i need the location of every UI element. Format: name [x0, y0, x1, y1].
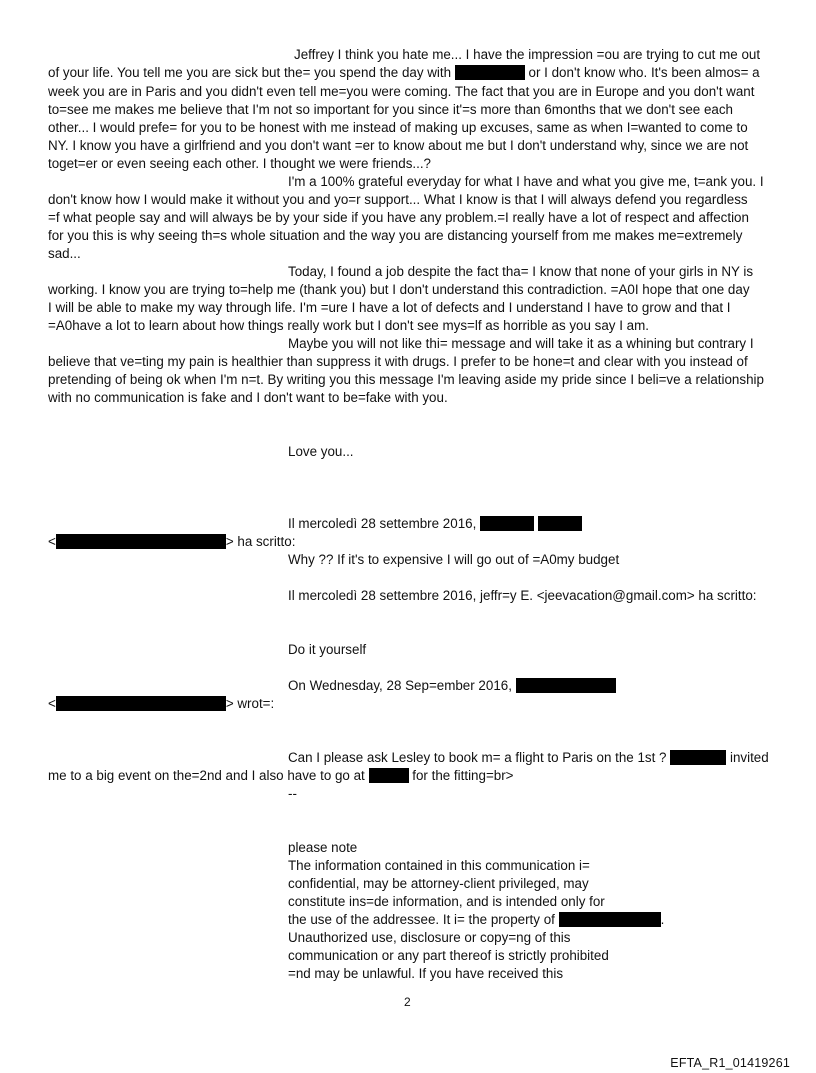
redaction-box — [56, 534, 226, 549]
notice-line: The information contained in this communication i= — [288, 858, 590, 873]
notice-line: =nd may be unlawful. If you have received this — [288, 966, 564, 981]
quote-header: < > wrot=: — [48, 696, 275, 711]
letter-line: =A0have a lot to learn about how things really work but I don't see mys=lf as horrible as you say I am. — [48, 318, 649, 333]
quote-header: Il mercoledì 28 settembre 2016, jeffr=y E. <jeevacation@gmail.com> ha scritto: — [288, 588, 757, 603]
letter-line: working. I know you are trying to=help me (thank you) but I don't understand this contradiction. =A0I hope that one day — [48, 282, 750, 297]
quote-header: Il mercoledì 28 settembre 2016, — [288, 515, 582, 533]
notice-line: Unauthorized use, disclosure or copy=ng of this — [288, 930, 571, 945]
request-line: me to a big event on the=2nd and I also have to go at for the fitting=br> — [48, 768, 514, 783]
letter-line: week you are in Paris and you didn't even tell me=you were coming. The fact that you are in Europe and you don't want — [48, 84, 755, 99]
letter-line: pretending of being ok when I'm n=t. By writing you this message I'm leaving aside my pride since I beli=ve a relationship — [48, 372, 764, 387]
reply-line: Why ?? If it's to expensive I will go out of =A0my budget — [288, 552, 620, 567]
signature-separator: -- — [288, 786, 297, 801]
letter-line: toget=er or even seeing each other. I thought we were friends...? — [48, 156, 431, 171]
redaction-box — [559, 912, 661, 927]
notice-line: confidential, may be attorney-client privileged, may — [288, 876, 589, 891]
letter-line: I will be able to make my way through life. I'm =ure I have a lot of defects and I understand I have to grow and that I — [48, 300, 731, 315]
letter-line: sad... — [48, 246, 81, 261]
letter-line: with no communication is fake and I don't want to be=fake with you. — [48, 390, 448, 405]
redaction-box — [369, 768, 409, 783]
letter-line: of your life. You tell me you are sick but the= you spend the day with or I don't know who. It's been almos= a — [48, 65, 760, 80]
redaction-box — [480, 516, 534, 531]
notice-heading: please note — [288, 840, 358, 855]
closing-line: Love you... — [288, 444, 354, 459]
letter-line: to=see me makes me believe that I'm not so important for you since it'=s more than 6months that we don't see each — [48, 102, 733, 117]
letter-line: Today, I found a job despite the fact tha= I know that none of your girls in NY is — [288, 264, 754, 279]
letter-line: other... I would prefe= for you to be honest with me instead of making up excuses, same as when I=wanted to come to — [48, 120, 748, 135]
redaction-box — [516, 678, 616, 693]
letter-line: Maybe you will not like thi= message and will take it as a whining but contrary I — [288, 336, 754, 351]
letter-line: NY. I know you have a girlfriend and you don't want =er to know about me but I don't understand why, since we are not — [48, 138, 749, 153]
notice-line: communication or any part thereof is strictly prohibited — [288, 948, 609, 963]
letter-line: =f what people say and will always be by your side if you have any problem.=I really have a lot of respect and affection — [48, 210, 749, 225]
reply-line: Do it yourself — [288, 642, 367, 657]
letter-line: don't know how I would make it without you and yo=r support... What I know is that I will always defend you regardless — [48, 192, 748, 207]
notice-line: the use of the addressee. It i= the property of . — [288, 912, 665, 927]
letter-line: for you this is why seeing th=s whole situation and the way you are distancing yourself from me makes me=extremely — [48, 228, 743, 243]
request-line: Can I please ask Lesley to book m= a flight to Paris on the 1st ? invited — [288, 750, 769, 765]
letter-line: believe that ve=ting my pain is healthier than suppress it with drugs. I prefer to be hone=t and clear with you instead of — [48, 354, 748, 369]
quote-header: < > ha scritto: — [48, 534, 296, 549]
document-id-footer: EFTA_R1_01419261 — [670, 1056, 790, 1070]
letter-line: I'm a 100% grateful everyday for what I have and what you give me, t=ank you. I — [288, 174, 764, 189]
page-number: 2 — [404, 995, 411, 1009]
notice-line: constitute ins=de information, and is intended only for — [288, 894, 605, 909]
redaction-box — [670, 750, 726, 765]
quote-header: On Wednesday, 28 Sep=ember 2016, — [288, 677, 616, 695]
letter-line: Jeffrey I think you hate me... I have the impression =ou are trying to cut me out — [294, 47, 761, 62]
redaction-box — [56, 696, 226, 711]
redaction-box — [538, 516, 582, 531]
redaction-box — [455, 65, 525, 80]
